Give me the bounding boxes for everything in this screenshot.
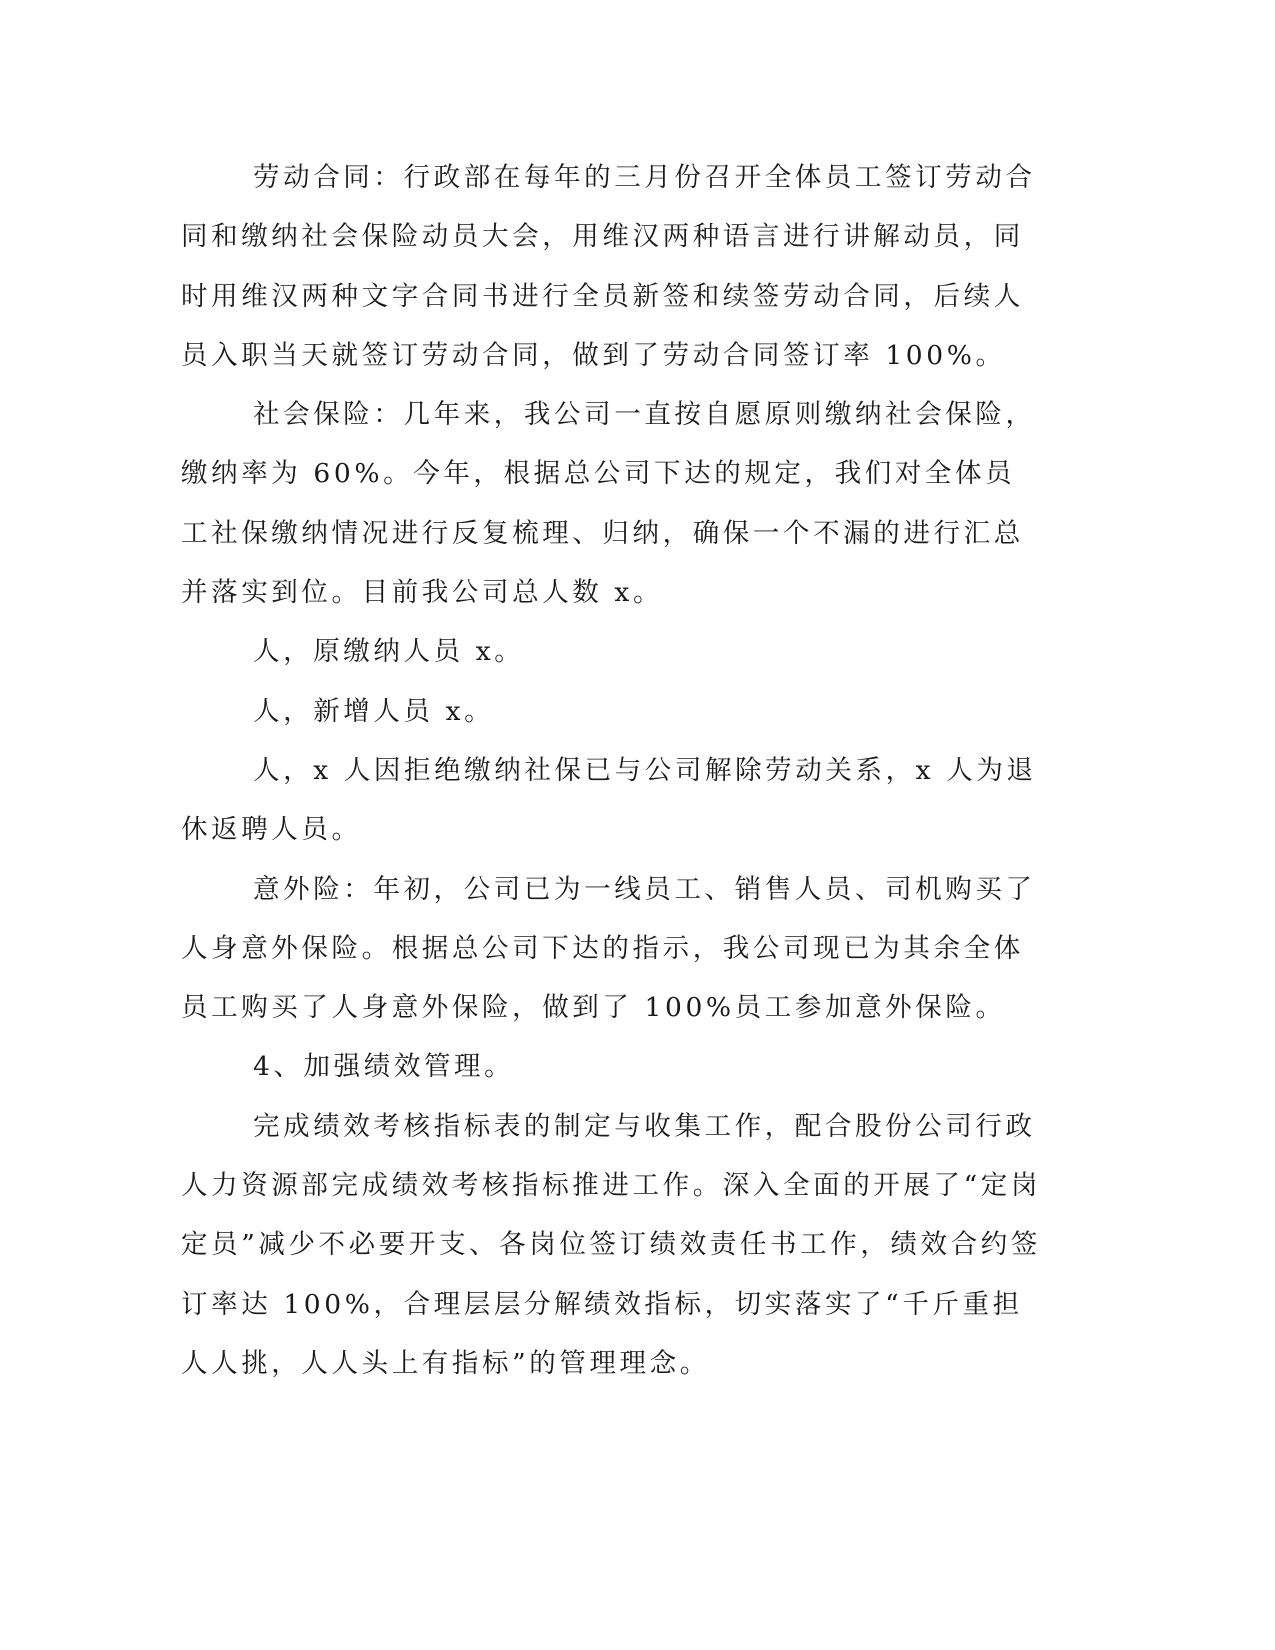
paragraph-labor-contract: 劳动合同：行政部在每年的三月份召开全体员工签订劳动合同和缴纳社会保险动员大会，用维汉两种语言进行讲解动员，同时用维汉两种文字合同书进行全员新签和续签劳动合同，后续人员入职当天就签订劳动合同，做到了劳动合同签订率 100%。 [181,162,1036,371]
section-heading-performance: 4、加强绩效管理。 [253,1051,515,1083]
paragraph-new-staff: 人，新增人员 x。 [253,695,495,727]
paragraph-performance-management: 完成绩效考核指标表的制定与收集工作，配合股份公司行政人力资源部完成绩效考核指标推进工作。深入全面的开展了“定岗定员”减少不必要开支、各岗位签订绩效责任书工作，绩效合约签订率达 100%，合理层层分解绩效指标，切实落实了“千斤重担人人挑，人人头上有指标”的管理理念。 [181,1110,1041,1379]
paragraph-original-contributors: 人，原缴纳人员 x。 [253,636,525,668]
paragraph-social-insurance: 社会保险：几年来，我公司一直按自愿原则缴纳社会保险，缴纳率为 60%。今年，根据总公司下达的规定，我们对全体员工社保缴纳情况进行反复梳理、归纳，确保一个不漏的进行汇总并落实到位。目前我公司总人数 x。 [181,399,1036,609]
document-body [181,148,1041,1393]
paragraph-terminated-retired: 人，x 人因拒绝缴纳社保已与公司解除劳动关系，x 人为退休返聘人员。 [181,754,1037,846]
paragraph-accident-insurance: 意外险：年初，公司已为一线员工、销售人员、司机购买了人身意外保险。根据总公司下达的指示，我公司现已为其余全体员工购买了人身意外保险，做到了 100%员工参加意外保险。 [181,873,1036,1024]
